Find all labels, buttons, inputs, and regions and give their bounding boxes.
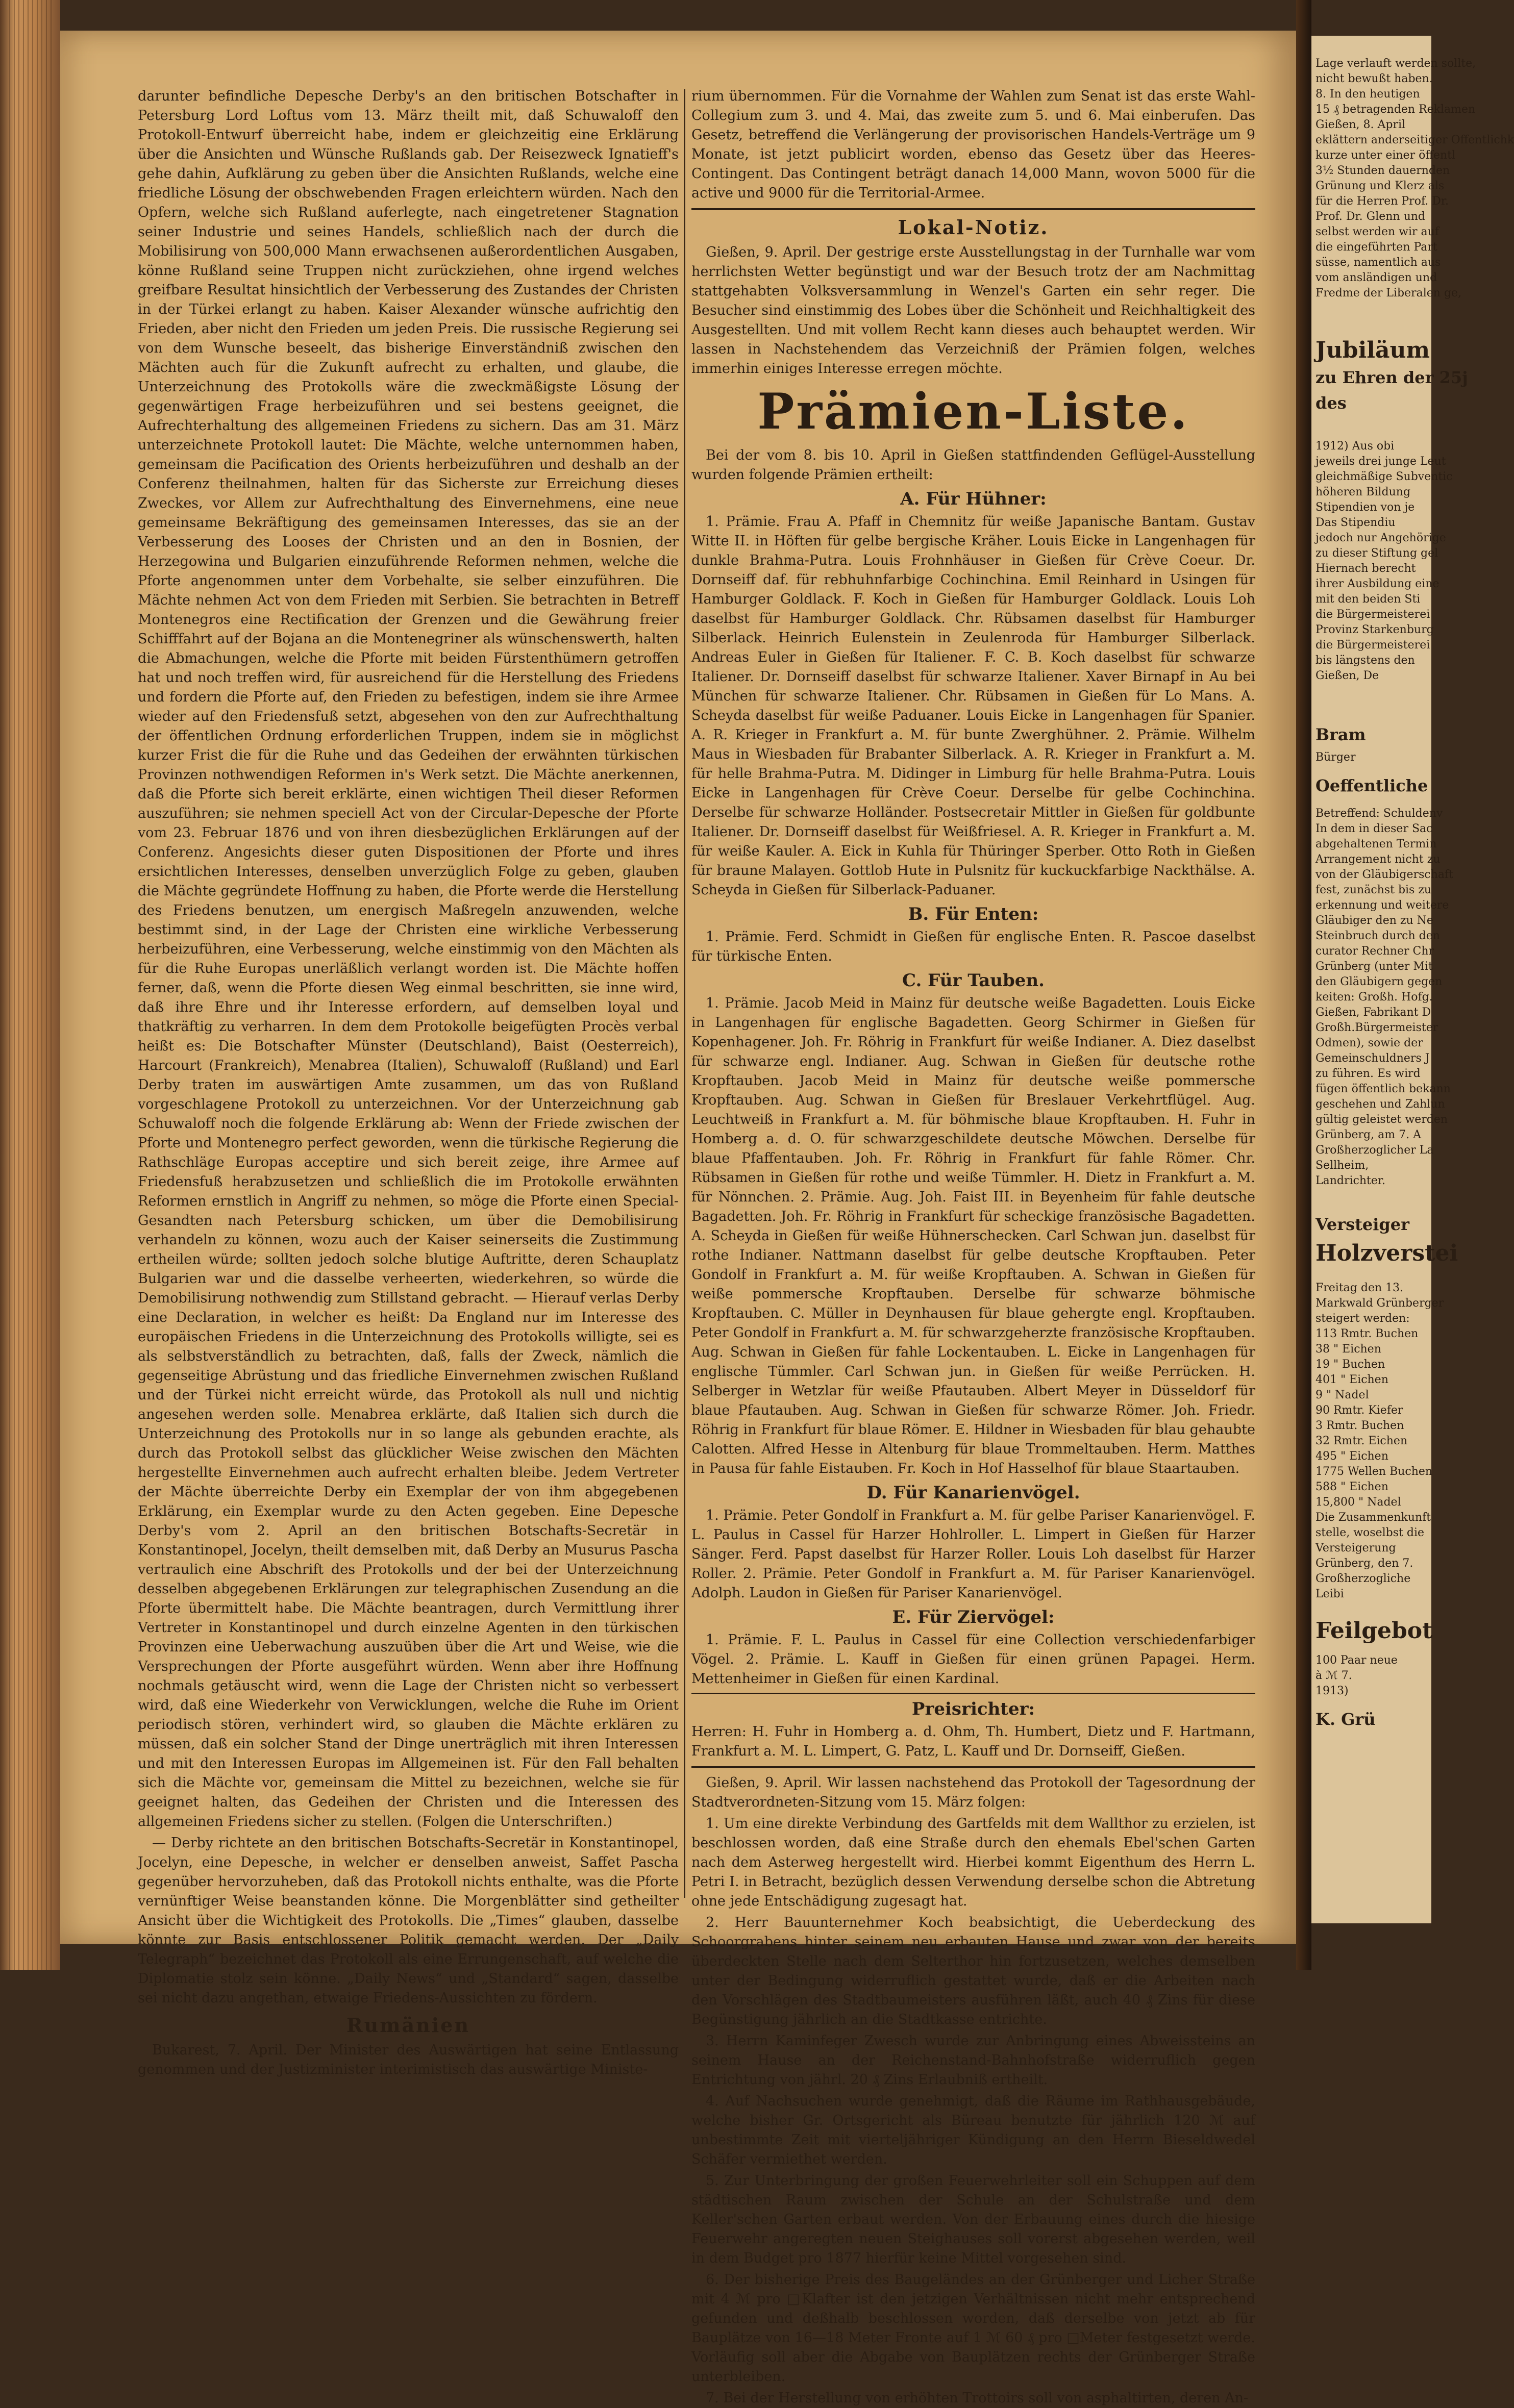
facing-page-line: jeweils drei junge Leut xyxy=(1316,455,1446,468)
facing-page-line: 3½ Stunden dauernden xyxy=(1316,164,1450,177)
facing-page-line: 3 Rmtr. Buchen xyxy=(1316,1419,1404,1432)
facing-page-line: 1775 Wellen Buchen xyxy=(1316,1465,1433,1478)
article-text: Gießen, 9. April. Der gestrige erste Ausstellungstag in der Turnhalle war vom herrlichsten Wetter begünstigt und war der Besuch trotz der am Nachmittag stattgehabten Volksversammlung in Wenzel's Garten ein sehr reger. Die Besucher sind einstimmig des Lobes über die Schönheit und Reichhaltigkeit des Ausgestellten. Und mit vollem Recht kann dieses auch behauptet werden. Wir lassen in Nachstehendem das Verzeichniß der Prämien folgen, welches immerhin einiges Interesse erregen möchte. xyxy=(691,244,1255,377)
facing-page-line: 90 Rmtr. Kiefer xyxy=(1316,1404,1403,1417)
facing-page-line: Großh.Bürgermeister xyxy=(1316,1021,1438,1034)
versteigerung-heading: Versteiger xyxy=(1316,1215,1410,1234)
facing-page-line: 15,800 " Nadel xyxy=(1316,1496,1401,1509)
facing-page-line: Großherzoglicher La xyxy=(1316,1144,1434,1157)
facing-page-line: Provinz Starkenburg xyxy=(1316,623,1434,636)
facing-page-line: Landrichter. xyxy=(1316,1174,1385,1187)
facing-page-line: für die Herren Prof. Dr. xyxy=(1316,195,1449,208)
protokoll-item: 4. Auf Nachsuchen wurde genehmigt, daß die Räume im Rathhausgebäude, welche bisher Gr. Ortsgericht als Büreau benutzte für jährlich 120 ℳ auf unbestimmte Zeit mit vierteljähriger Kündigung an den Herrn Bieseldwedel Schäfer vermiethet werden. xyxy=(691,2093,1255,2167)
facing-page-line: 588 " Eichen xyxy=(1316,1481,1388,1493)
holz-heading: Holzverstei xyxy=(1316,1240,1458,1266)
facing-page-line: Grünberg (unter Mit xyxy=(1316,960,1433,973)
article-text: Herren: H. Fuhr in Homberg a. d. Ohm, Th. Humbert, Dietz und F. Hartmann, Frankfurt a. M. L. Limpert, G. Patz, L. Kauff und Dr. Dornseiff, Gießen. xyxy=(691,1724,1255,1759)
facing-page-line: steigert werden: xyxy=(1316,1312,1410,1325)
facing-page-line: Hiernach berecht xyxy=(1316,562,1416,575)
facing-page-line: 1912) Aus obi xyxy=(1316,440,1395,453)
facing-page-line: 495 " Eichen xyxy=(1316,1450,1388,1463)
section-rule xyxy=(691,1766,1255,1768)
section-heading-preisrichter: Preisrichter: xyxy=(911,1699,1035,1719)
article-text: 1. Prämie. Frau A. Pfaff in Chemnitz für weiße Japanische Bantam. Gustav Witte II. in Höften für gelbe bergische Kräher. Louis Eicke in Langenhagen für dunkle Brahma-Putra. Louis Frohnhäuser in Gießen für Crève Coeur. Dr. Dornseiff daf. für rebhuhnfarbige Cochinchina. Emil Reinhard in Usingen für Hamburger Goldlack. F. Koch in Gießen für Hamburger Goldlack. Louis Loh daselbst für Hamburger Goldlack. Chr. Rübsamen daselbst für Hamburger Silberlack. Heinrich Eulenstein in Zeulenroda für Hamburger Silberlack. Andreas Euler in Gießen für Italiener. F. C. B. Koch daselbst für schwarze Italiener. Dr. Dornseiff daselbst für schwarze Italiener. Xaver Birnapf in Au bei München für schwarze Italiener. Chr. Rübsamen in Gießen für Lo Mans. A. Scheyda daselbst für weiße Paduaner. Louis Eicke in Langenhagen für Spanier. A. R. Krieger in Frankfurt a. M. für bunte Zwerghühner. 2. Prämie. Wilhelm Maus in Wiesbaden für Brabanter Silberlack. A. R. Krieger in Frankfurt a. M. für helle Brahma-Putra. M. Didinger in Limburg für helle Brahma-Putra. Louis Eicke in Langenhagen für Crève Coeur. Derselbe für gelbe Cochinchina. Derselbe für schwarze Holländer. Postsecretair Mittler in Gießen für goldbunte Italiener. Dr. Dornseiff daselbst für Weißfriesel. A. R. Krieger in Frankfurt a. M. für weiße Kauler. A. Eick in Kuhla für Thüringer Sperber. Otto Roth in Gießen für braune Malayen. Gottlob Hute in Pulsnitz für kuckuckfarbige Nackthälse. A. Scheyda in Gießen für Silberlack-Paduaner. xyxy=(691,514,1255,898)
facing-page-line: 32 Rmtr. Eichen xyxy=(1316,1435,1408,1447)
facing-page-line: jedoch nur Angehörige xyxy=(1316,532,1446,544)
facing-page-line: gültig geleistet werden xyxy=(1316,1113,1448,1126)
facing-page-line: 15 ₰ betragenden Reklamen xyxy=(1316,103,1476,116)
facing-page-line: höheren Bildung xyxy=(1316,486,1411,498)
oeffentliche-heading: Oeffentliche xyxy=(1316,776,1428,795)
facing-page-line: 100 Paar neue xyxy=(1316,1654,1398,1667)
facing-page-line: selbst werden wir auf xyxy=(1316,225,1439,238)
facing-page-line: keiten: Großh. Hofg. xyxy=(1316,991,1433,1004)
section-heading-e: E. Für Ziervögel: xyxy=(892,1607,1055,1627)
facing-page-line: 9 " Nadel xyxy=(1316,1389,1369,1401)
article-text: Bei der vom 8. bis 10. April in Gießen stattfindenden Geflügel-Ausstellung wurden folgende Prämien ertheilt: xyxy=(691,447,1255,483)
protokoll-item: 3. Herrn Kaminfeger Zwesch wurde zur Anbringung eines Abweissteins an seinem Hause an der Reichenstand-Bahnhofstraße widerruflich gegen Entrichtung von jährl. 20 ₰ Zins Erlaubniß ertheilt. xyxy=(691,2033,1255,2088)
facing-page-line: mit den beiden Sti xyxy=(1316,593,1421,606)
bram-heading: Bram xyxy=(1316,725,1366,744)
article-text: 1. Prämie. F. L. Paulus in Cassel für eine Collection verschiedenfarbiger Vögel. 2. Prämie. L. Kauff in Gießen für einen grünen Papagei. Herm. Mettenheimer in Gießen für einen Kardinal. xyxy=(691,1632,1255,1687)
article-text: 1. Prämie. Jacob Meid in Mainz für deutsche weiße Bagadetten. Louis Eicke in Langenhagen für englische Bagadetten. Georg Schirmer in Gießen für Kopenhagener. Joh. Fr. Röhrig in Frankfurt für weiße Indianer. A. Diez daselbst für schwarze engl. Indianer. Aug. Schwan in Gießen für deutsche rothe Kropftauben. Jacob Meid in Mainz für deutsche weiße pommersche Kropftauben. Aug. Schwan in Gießen für Breslauer Verkehrtflügel. Aug. Leuchtweiß in Frankfurt a. M. für böhmische blaue Kropftauben. H. Fuhr in Homberg a. d. O. für schwarzgeschildete deutsche Möwchen. Derselbe für blaue Pfaffentauben. Joh. Fr. Röhrig in Frankfurt für fahle Römer. Chr. Rübsamen in Gießen für rothe und weiße Tümmler. H. Dietz in Frankfurt a. M. für Nönnchen. 2. Prämie. Aug. Joh. Faist III. in Beyenheim für fahle deutsche Bagadetten. Joh. Fr. Röhrig in Frankfurt für scheckige französische Bagadetten. A. Scheyda in Gießen für weiße Hühnerschecken. Carl Schwan jun. daselbst für rothe Indianer. Nattmann daselbst für gelbe deutsche Kropftauben. Peter Gondolf in Frankfurt a. M. für weiße Kropftauben. A. Schwan in Gießen für weiße pommersche Kropftauben. Derselbe für schwarze böhmische Kropftauben. C. Müller in Deynhausen für blaue gehergte engl. Kropftauben. Peter Gondolf in Frankfurt a. M. für schwarzgeherzte französische Kropftauben. Aug. Schwan in Gießen für fahle Lockentauben. L. Eicke in Langenhagen für englische Tümmler. Carl Schwan jun. in Gießen für weiße Perrücken. H. Selberger in Wetzlar für weiße Pfautauben. Albert Meyer in Düsseldorf für blaue Pfautauben. Aug. Schwan in Gießen für schwarze Römer. Joh. Friedr. Röhrig in Frankfurt für blaue Römer. E. Hildner in Wiesbaden für blau gehaubte Calotten. Alfred Hesse in Altenburg für blaue Trommeltauben. Herm. Matthes in Pausa für fahle Eistauben. Fr. Koch in Hof Hasselhof für blaue Staartauben. xyxy=(691,995,1255,1476)
book-spine-edge xyxy=(0,0,60,1970)
facing-page-line: zu führen. Es wird xyxy=(1316,1067,1421,1080)
protokoll-item: 1. Um eine direkte Verbindung des Gartfelds mit dem Wallthor zu erzielen, ist beschlossen worden, daß eine Straße durch den ehemals Ebel'schen Garten nach dem Asterweg hergestellt wird. Hierbei kommt Eigenthum des Herrn L. Petri I. in Betracht, bezüglich dessen Verwendung derselbe schon die Abtretung ohne jede Entschädigung zugesagt hat. xyxy=(691,1816,1255,1909)
section-rule xyxy=(691,208,1255,210)
facing-page-line: nicht bewußt haben. xyxy=(1316,72,1433,85)
facing-page-line: Gießen, De xyxy=(1316,669,1379,682)
facing-page-line: In dem in dieser Sac xyxy=(1316,822,1433,835)
facing-page-line: Prof. Dr. Glenn und xyxy=(1316,210,1426,223)
facing-page-line: Arrangement nicht zu xyxy=(1316,853,1441,866)
facing-page-line: Leibi xyxy=(1316,1588,1344,1600)
jubilaeum-sub: des xyxy=(1316,393,1347,413)
protokoll-item: 2. Herr Bauunternehmer Koch beabsichtigt, die Ueberdeckung des Schoorgrabens hinter seinem neu erbauten Hause und zwar von der bereits überdeckten Stelle nach dem Selterthor hin fortzusetzen, welches demselben unter der Bedingung widerruflich gestattet wurde, daß er die Arbeiten nach den Vorschlägen des Stadtbaumeisters ausführen läßt, auch 40 ₰ Zins für diese Begünstigung jährlich an die Stadtkasse entrichte. xyxy=(691,1915,1255,2027)
facing-page-line: 38 " Eichen xyxy=(1316,1343,1381,1356)
facing-page-line: gleichmäßige Subventic xyxy=(1316,470,1453,483)
section-heading-lokal: Lokal-Notiz. xyxy=(898,216,1049,239)
facing-page-line: 401 " Eichen xyxy=(1316,1373,1388,1386)
facing-page-line: die eingeführten Part xyxy=(1316,241,1437,254)
facing-page-line: die Bürgermeisterei xyxy=(1316,639,1430,651)
facing-page-line: Odmen), sowie der xyxy=(1316,1037,1423,1049)
facing-page-line: Grünberg, am 7. A xyxy=(1316,1128,1421,1141)
gruen-heading: K. Grü xyxy=(1316,1710,1376,1729)
facing-page-line: fest, zunächst bis zu xyxy=(1316,884,1432,896)
facing-page-line: Steinbruch durch den xyxy=(1316,930,1440,942)
article-text: Gießen, 9. April. Wir lassen nachstehend das Protokoll der Tagesordnung der Stadtverordneten-Sitzung vom 15. März folgen: xyxy=(691,1775,1255,1810)
article-text: 1. Prämie. Peter Gondolf in Frankfurt a. M. für gelbe Pariser Kanarienvögel. F. L. Paulus in Cassel für Harzer Hohlroller. L. Limpert in Gießen für Harzer Sänger. Ferd. Papst daselbst für Harzer Roller. Louis Loh daselbst für Harzer Roller. 2. Prämie. Peter Gondolf in Frankfurt a. M. für Pariser Kanarienvögel. Adolph. Laudon in Gießen für Pariser Kanarienvögel. xyxy=(691,1508,1255,1601)
facing-page-line: Sellheim, xyxy=(1316,1159,1369,1172)
facing-page-line: 1913) xyxy=(1316,1685,1349,1697)
facing-page-line: vom ansländigen und xyxy=(1316,271,1437,284)
protokoll-item: 7. Bei der Herstellung von erhöhten Trottoirs soll von asphaltirten, deren An- xyxy=(706,2390,1249,2406)
column-divider xyxy=(684,89,685,1898)
facing-page-text-mid xyxy=(1316,439,1453,684)
facing-page-line: Die Zusammenkunft xyxy=(1316,1511,1431,1524)
facing-page-text-top xyxy=(1316,56,1514,301)
facing-page-line: Markwald Grünberger xyxy=(1316,1297,1444,1310)
praemien-title: Prämien-Liste. xyxy=(757,383,1189,440)
facing-page-line: Lage verlauft werden sollte, xyxy=(1316,57,1476,70)
article-text: — Derby richtete an den britischen Botschafts-Secretär in Konstantinopel, Jocelyn, eine Depesche, in welcher er denselben anweist, Saffet Pascha gegenüber hervorzuheben, daß das Protokoll nichts enthalte, was die Pforte vernünftiger Weise beanstanden könne. Die Morgenblätter sind getheilter Ansicht über die Wichtigkeit des Protokolls. Die „Times“ glauben, dasselbe könnte zur Basis entschlossener Politik gemacht werden. Der „Daily Telegraph“ bezeichnet das Protokoll als eine Errungenschaft, auf welche die Diplomatie stolz sein könne. „Daily News“ und „Standard“ sagen, dasselbe sei nicht dazu angethan, etwaige Friedens-Aussichten zu fördern. xyxy=(138,1835,679,2006)
facing-page-line: die Bürgermeisterei xyxy=(1316,608,1430,621)
section-heading-b: B. Für Enten: xyxy=(908,904,1039,924)
facing-page-line: stelle, woselbst die xyxy=(1316,1526,1424,1539)
facing-page-line: eklättern anderseitiger Offentlichk xyxy=(1316,134,1514,146)
facing-page-line: abgehaltenen Termin xyxy=(1316,838,1437,850)
facing-page-line: Gießen, 8. April xyxy=(1316,118,1406,131)
jubilaeum-sub: zu Ehren der 25j xyxy=(1316,368,1468,387)
facing-page-line: 113 Rmtr. Buchen xyxy=(1316,1327,1419,1340)
section-heading-d: D. Für Kanarienvögel. xyxy=(866,1483,1080,1503)
facing-page-line: süsse, namentlich aus xyxy=(1316,256,1441,269)
jubilaeum-heading: Jubiläum xyxy=(1316,337,1430,363)
facing-page-line: Gemeinschuldners J xyxy=(1316,1052,1430,1065)
facing-page-line: Gießen, Fabrikant D xyxy=(1316,1006,1431,1019)
facing-page-line: Versteigerung xyxy=(1316,1542,1396,1554)
section-heading-rumaenien: Rumänien xyxy=(346,2014,470,2037)
feilgebot-text xyxy=(1316,1653,1430,1699)
facing-page-line: Das Stipendiu xyxy=(1316,516,1396,529)
facing-page-line: geschehen und Zahlun xyxy=(1316,1098,1445,1111)
facing-page-line: curator Rechner Chr xyxy=(1316,945,1434,958)
protokoll-item: 6. Der bisherige Preis des Baugeländes an der Grünberger und Licher Straße mit 4 ℳ pro □Klafter ist den jetzigen Verhältnissen nicht mehr entsprechend gefunden und deßhalb beschlossen worden, daß derselbe von jetzt ab für Bauplätze von 16—18 Meter Fronte auf 1 ℳ 60 ₰ pro □Meter festgesetzt werde. Vorläufig soll aber die Abgabe von Bauplätzen rechts der Grünberger Straße unterbleiben. xyxy=(691,2272,1255,2385)
facing-page-line: Freitag den 13. xyxy=(1316,1282,1404,1294)
article-text: darunter befindliche Depesche Derby's an den britischen Botschafter in Petersburg Lord Loftus vom 13. März theilt mit, daß Schuwaloff den Protokoll-Entwurf überreicht habe, indem er gleichzeitig eine Erklärung über die Ansichten und Wünsche Rußlands gab. Der Reisezweck Ignatieff's gehe dahin, Aufklärung zu geben über die Ansichten Rußlands, welche eine friedliche Lösung der obschwebenden Fragen erleichtern würden. Nach den Opfern, welche sich Rußland auferlegte, nach eingetretener Stagnation seiner Industrie und seines Handels, schließlich nach der durch die Mobilisirung von 500,000 Mann erwachsenen außerordentlichen Ausgaben, könne Rußland seine Truppen nicht zurückziehen, ohne irgend welches greifbare Resultat hinsichtlich der Verbesserung des Zustandes der Christen in der Türkei erlangt zu haben. Kaiser Alexander wünsche aufrichtig den Frieden, aber nicht den Frieden um jeden Preis. Die russische Regierung sei von dem Wunsche beseelt, das bisherige Einverständniß zwischen den Mächten auch für die Zukunft aufrecht zu erhalten, und glaube, die Unterzeichnung des Protokolls wäre die zweckmäßigste Lösung der gegenwärtigen Frage herbeizuführen und sei bestens geeignet, die Aufrechterhaltung des allgemeinen Friedens zu sichern. Das am 31. März unterzeichnete Protokoll lautet: Die Mächte, welche unternommen haben, gemeinsam die Pacification des Orients herbeizuführen und deshalb an der Conferenz theilnahmen, halten für das Sicherste zur Erreichung dieses Zweckes, vor Allem zur Aufrechthaltung des Einvernehmens, eine neue gemeinsame Bekräftigung des gemeinsamen Interesses, das sie an der Verbesserung des Looses der Christen und an den in Bosnien, der Herzegowina und Bulgarien einzuführende Reformen nehmen, welche die Pforte angenommen unter dem Vorbehalte, sie selber einzuführen. Die Mächte nehmen Act von dem Frieden mit Serbien. Sie betrachten in Betreff Montenegros eine Rectification der Grenzen und die Gewährung freier Schifffahrt auf der Bojana an die Montenegriner als wünschenswerth, halten die Abmachungen, welche die Pforte mit beiden Fürstenthümern getroffen hat und noch treffen wird, für ausreichend für die Herstellung des Friedens und fordern die Pforte auf, den Frieden zu befestigen, indem sie ihre Armee wieder auf den Friedensfuß setzt, abgesehen von den zur Aufrechthaltung der öffentlichen Ordnung erforderlichen Truppen, indem sie in möglichst kurzer Frist die für die Ruhe und das Gedeihen der erwähnten türkischen Provinzen nothwendigen Reformen in's Werk setzt. Die Mächte anerkennen, daß die Pforte sich bereit erklärte, einen wichtigen Theil dieser Reformen auszuführen; sie nehmen speciell Act von der Circular-Depesche der Pforte vom 23. Februar 1876 und von ihren diesbezüglichen Erklärungen auf der Conferenz. Angesichts dieser guten Dispositionen der Pforte und ihres ersichtlichen Interesses, denselben unverzüglich Folge zu geben, glauben die Mächte gegründete Hoffnung zu haben, die Pforte werde die Herstellung des Friedens benutzen, um energisch Maßregeln anzuwenden, welche bestimmt sind, in der Lage der Christen eine wirkliche Verbesserung herbeizuführen, eine Verbesserung, welche einstimmig von den Mächten als für die Ruhe Europas unerläßlich verlangt worden ist. Die Mächte hoffen ferner, daß, wenn die Pforte diesen Weg einmal beschritten, sie inne wird, daß ihre Ehre und ihr Interesse erfordern, auf demselben loyal und thatkräftig zu verharren. In dem dem Protokolle beigefügten Procès verbal heißt es: Die Botschafter Münster (Deutschland), Baist (Oesterreich), Harcourt (Frankreich), Menabrea (Italien), Schuwaloff (Rußland) und Earl Derby traten im auswärtigen Amte zusammen, um das von Rußland vorgeschlagene Protokoll zu unterzeichnen. Vor der Unterzeichnung gab Schuwaloff noch die folgende Erklärung ab: Wenn der Friede zwischen der Pforte und Montenegro perfect geworden, wenn die türkische Regierung die Rathschläge Europas acceptire und sich bereit zeige, ihre Armee auf Friedensfuß herabzusetzen und schließlich die im Protokolle erwähnten Reformen ernstlich in Angriff zu nehmen, so möge die Pforte einen Special-Gesandten nach Petersburg schicken, um über die Demobilisirung verhandeln zu können, wozu auch der Kaiser seinerseits die Zustimmung ertheilen würde; sollten jedoch solche blutige Auftritte, deren Schauplatz Bulgarien war und die dasselbe verheerten, wiederkehren, so würde die Demobilisirung nothwendig zum Stillstand gebracht. — Hierauf verlas Derby eine Declaration, in welcher es heißt: Da England nur im Interesse des europäischen Friedens in die Unterzeichnung des Protokolls willigte, sei es als selbstverständlich zu betrachten, daß, falls der Zweck, nämlich die gegenseitige Abrüstung und das friedliche Einvernehmen zwischen Rußland und der Türkei nicht erreicht würde, das Protokoll als null und nichtig angesehen werden solle. Menabrea erklärte, daß Italien sich durch die Unterzeichnung des Protokolls nur in so lange als gebunden erachte, als durch das Protokoll selbst das glücklicher Weise zwischen den Mächten hergestellte Einvernehmen auch aufrecht erhalten bleibe. Jedem Vertreter der Mächte überreichte Derby ein Exemplar der von ihm abgegebenen Erklärung, ein Exemplar wurde zu den Acten gegeben. Eine Depesche Derby's vom 2. April an den britischen Botschafts-Secretär in Konstantinopel, Jocelyn, theilt demselben mit, daß Derby an Musurus Pascha vertraulich eine Abschrift des Protokolls und der bei der Unterzeichnung desselben abgegebenen Erklärungen zur telegraphischen Zusendung an die Pforte übermittelt habe. Die Mächte beantragen, durch Vermittlung ihrer Vertreter in Konstantinopel und durch einzelne Agenten in den türkischen Provinzen eine Ueberwachung auszuüben über die Art und Weise, wie die Versprechungen der Pforte ausgeführt würden. Wenn aber ihre Hoffnung nochmals getäuscht wird, wenn die Lage der Christen nicht so verbessert wird, daß eine Wiederkehr von Verwicklungen, welche die Ruhe im Orient periodisch stören, verhindert wird, so glauben die Mächte erklären zu müssen, daß ein solcher Stand der Dinge unerträglich mit ihren Interessen und mit den Interessen Europas im Allgemeinen ist. Für den Fall behalten sich die Mächte vor, gemeinsam die Mittel zu bezeichnen, welche sie für geeignet halten, das Gedeihen der Christen und die Interessen des allgemeinen Friedens sicher zu stellen. (Folgen die Unterschriften.) xyxy=(138,88,679,1829)
bram-sub: Bürger xyxy=(1316,751,1356,764)
facing-page-line: 8. In den heutigen xyxy=(1316,88,1420,101)
facing-page-line: zu dieser Stiftung gel xyxy=(1316,547,1438,560)
facing-page-line: Großherzogliche xyxy=(1316,1572,1411,1585)
book-gutter xyxy=(1296,0,1311,1970)
facing-page-line: von der Gläubigerschaft xyxy=(1316,868,1453,881)
facing-page-fragment xyxy=(1311,36,1514,1923)
facing-page-line: Gläubiger den zu Ne xyxy=(1316,914,1433,927)
facing-page-line: à ℳ 7. xyxy=(1316,1669,1352,1682)
section-heading-c: C. Für Tauben. xyxy=(902,970,1045,991)
facing-page-line: Fredme der Liberalen ge, xyxy=(1316,287,1462,299)
facing-page-line: Grünberg, den 7. xyxy=(1316,1557,1413,1570)
facing-page-line: ihrer Ausbildung eine xyxy=(1316,578,1439,590)
section-heading-a: A. Für Hühner: xyxy=(900,489,1047,509)
facing-page-line: erkennung und weitere xyxy=(1316,899,1449,912)
facing-page-line: fügen öffentlich bekann xyxy=(1316,1083,1451,1095)
facing-page-line: den Gläubigern gegen xyxy=(1316,975,1443,988)
facing-page-text-low xyxy=(1316,806,1453,1189)
left-column xyxy=(138,87,679,2077)
facing-page-line: Stipendien von je xyxy=(1316,501,1415,514)
article-text: Bukarest, 7. April. Der Minister des Auswärtigen hat seine Entlassung genommen und der Justizminister interimistisch das auswärtige Ministe- xyxy=(138,2042,679,2077)
facing-page-line: 19 " Buchen xyxy=(1316,1358,1385,1371)
middle-column xyxy=(691,87,1255,2406)
facing-page-line: kurze unter einer öffentl xyxy=(1316,149,1456,162)
feilgebot-heading: Feilgebot xyxy=(1316,1618,1433,1644)
protokoll-item: 5. Zur Unterbringung der großen Feuerwehrleiter soll ein Schuppen auf dem städtischen Raum zwischen der Schule an der Schulstraße und dem Keller'schen Garten erbaut werden. Von der Erbauung eines durch die hiesige Feuerwehr angeregten neuen Steighauses soll vorerst abgesehen werden, weil in dem Budget pro 1877 hierfür keine Mittel vorgesehen sind. xyxy=(691,2173,1255,2266)
section-rule xyxy=(691,1693,1255,1694)
facing-page-text-bottom xyxy=(1316,1281,1444,1602)
facing-page-line: Grünung und Klerz als xyxy=(1316,180,1445,192)
article-text: 1. Prämie. Ferd. Schmidt in Gießen für englische Enten. R. Pascoe daselbst für türkische Enten. xyxy=(691,929,1255,964)
facing-page-line: bis längstens den xyxy=(1316,654,1415,667)
facing-page-line: Betreffend: Schuldenv xyxy=(1316,807,1443,820)
article-text: rium übernommen. Für die Vornahme der Wahlen zum Senat ist das erste Wahl-Collegium zum 3. und 4. Mai, das zweite zum 5. und 6. Mai einberufen. Das Gesetz, betreffend die Verlängerung der provisorischen Handels-Verträge um 9 Monate, ist jetzt publicirt worden, ebenso das Gesetz über das Heeres-Contingent. Das Contingent beträgt danach 14,000 Mann, wovon 5000 für die active und 9000 für die Territorial-Armee. xyxy=(691,88,1255,201)
